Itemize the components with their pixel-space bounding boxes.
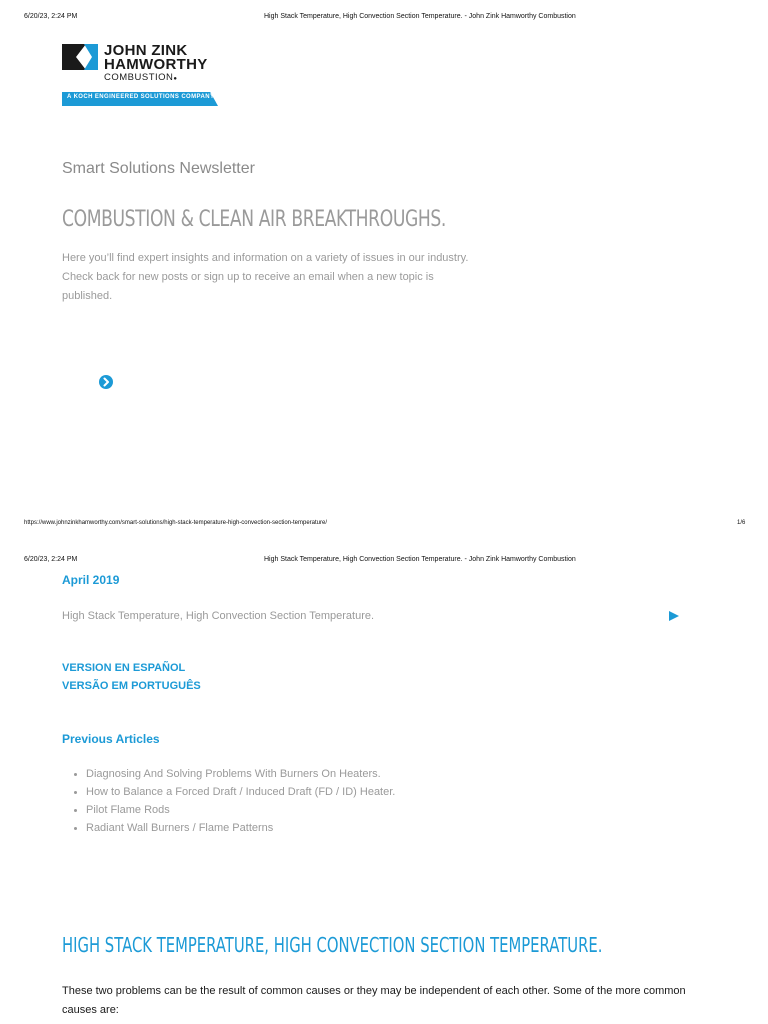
print-url: https://www.johnzinkhamworthy.com/smart-solutions/high-stack-temperature-high-convection-section-temperature/ bbox=[24, 520, 328, 526]
link-portuguese-version[interactable]: VERSÃO EM PORTUGUÊS bbox=[62, 680, 201, 692]
print-title: High Stack Temperature, High Convection Section Temperature. - John Zink Hamworthy Combustion bbox=[264, 13, 576, 20]
previous-articles-list bbox=[62, 765, 395, 837]
print-title-page2: High Stack Temperature, High Convection Section Temperature. - John Zink Hamworthy Combustion bbox=[264, 556, 576, 563]
body-paragraph: These two problems can be the result of common causes or they may be independent of each other. Some of the more common causes are: bbox=[62, 985, 686, 1016]
article-title: High Stack Temperature, High Convection Section Temperature. bbox=[62, 610, 375, 622]
newsletter-title: Smart Solutions Newsletter bbox=[62, 160, 255, 177]
article-month: April 2019 bbox=[62, 573, 120, 587]
print-page-number: 1/6 bbox=[737, 520, 746, 526]
play-icon[interactable] bbox=[669, 611, 679, 621]
print-timestamp: 6/20/23, 2:24 PM bbox=[24, 13, 78, 20]
previous-articles-heading: Previous Articles bbox=[62, 732, 160, 746]
section-heading: HIGH STACK TEMPERATURE, HIGH CONVECTION SECTION TEMPERATURE. bbox=[62, 933, 603, 957]
hero-headline: COMBUSTION & CLEAN AIR BREAKTHROUGHS. bbox=[62, 207, 446, 232]
print-timestamp-page2: 6/20/23, 2:24 PM bbox=[24, 556, 78, 563]
logo-text-line3: COMBUSTION● bbox=[104, 72, 178, 83]
previous-article-item[interactable]: • Diagnosing And Solving Problems With Burners On Heaters. bbox=[86, 765, 395, 783]
logo-mark-icon[interactable] bbox=[62, 44, 98, 70]
previous-article-item[interactable]: • Radiant Wall Burners / Flame Patterns bbox=[86, 819, 395, 837]
logo-text-line2: HAMWORTHY bbox=[104, 56, 208, 73]
link-spanish-version[interactable]: VERSION EN ESPAÑOL bbox=[62, 662, 186, 674]
logo-combustion: COMBUSTION bbox=[104, 72, 174, 83]
logo-banner-text: A KOCH ENGINEERED SOLUTIONS COMPANY bbox=[67, 94, 215, 100]
previous-article-item[interactable]: • How to Balance a Forced Draft / Induced Draft (FD / ID) Heater. bbox=[86, 783, 395, 801]
previous-article-item[interactable]: • Pilot Flame Rods bbox=[86, 801, 395, 819]
logo-text-line1: JOHN ZINK bbox=[104, 42, 188, 59]
chevron-right-circle-icon[interactable] bbox=[99, 375, 113, 389]
intro-paragraph: Here you’ll find expert insights and information on a variety of issues in our industry. Check back for new posts or sign up to receive an email when a new topic is published. bbox=[62, 252, 469, 302]
